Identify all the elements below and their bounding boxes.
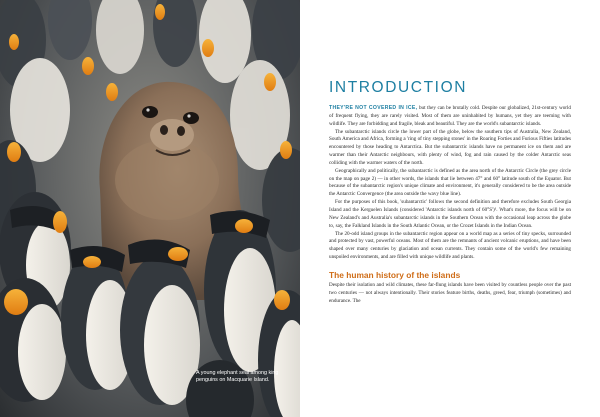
section-subheading: The human history of the islands bbox=[329, 269, 461, 280]
paragraph-5: The 20-odd island groups in the subantarctic region appear on a world map as a series of tiny specks, surrounded and protected by vast, powerful oceans. Most of them are the remnants of ancient volcanic eruptions, and have been shaped over many centuries by glaciation and ocean currents. They contain some of the world's few remaining unspoiled environments, and are filled with unique wildlife and plants. bbox=[329, 230, 571, 261]
page-title: INTRODUCTION bbox=[329, 79, 468, 96]
paragraph-6: Despite their isolation and wild climates, these far-flung islands have been visited by countless people over the past two centuries — not always intentionally. Their stories feature births, deaths, greed, fear, triumph (sometimes) and endurance. The bbox=[329, 281, 571, 304]
paragraph-2: The subantarctic islands circle the lower part of the globe, below the southern tips of Australia, New Zealand, South America and Africa, forming a 'ring of tiny stepping stones' in the Roaring Forties and Furious Fifties latitudes encountered by those heading to Antarctica. But the subantarctic islands have no permanent ice on them and are warmer than their Antarctic neighbours, with plenty of wind, fog and rain caused by the colder Antarctic seas colliding with the warmer waters of the north. bbox=[329, 128, 571, 166]
paragraph-1 bbox=[329, 105, 571, 129]
lead-in: THEY'RE NOT COVERED IN ICE, bbox=[329, 105, 418, 111]
photo-caption: A young elephant seal among king penguins on Macquarie Island. bbox=[196, 370, 279, 383]
article-body bbox=[329, 105, 571, 305]
paragraph-1-text: but they can be brutally cold. Despite our globalized, 21st-century world of frequent flying, they are rarely visited. Most of them are uninhabited by humans, yet they are teeming with wildlife. They are forbidding and fragile, bleak and beautiful. They are the world's subantarctic islands. bbox=[329, 105, 571, 127]
text-page bbox=[300, 0, 600, 417]
paragraph-3: Geographically and politically, the subantarctic is defined as the area north of the Antarctic Circle (the grey circle on the map on page 2) — in other words, the islands that lie between 47° and 60° latitude south of the Equator. But because of the subantarctic region's unique climate and environment, it's generally considered to be the area outside the Antarctic Convergence (the area outside the wavy blue line). bbox=[329, 167, 571, 198]
paragraph-4: For the purposes of this book, 'subantarctic' follows the second definition and therefore excludes South Georgia Island and the Kerguelen Islands (considered 'Antarctic islands north of 60°S')¹. What's more, the focus will be on New Zealand's and Australia's subantarctic islands in the Southern Ocean with the occasional leap across the globe to, say, the Falkland Islands in the South Atlantic Ocean, or the Crozet Islands in the Indian Ocean. bbox=[329, 199, 571, 229]
